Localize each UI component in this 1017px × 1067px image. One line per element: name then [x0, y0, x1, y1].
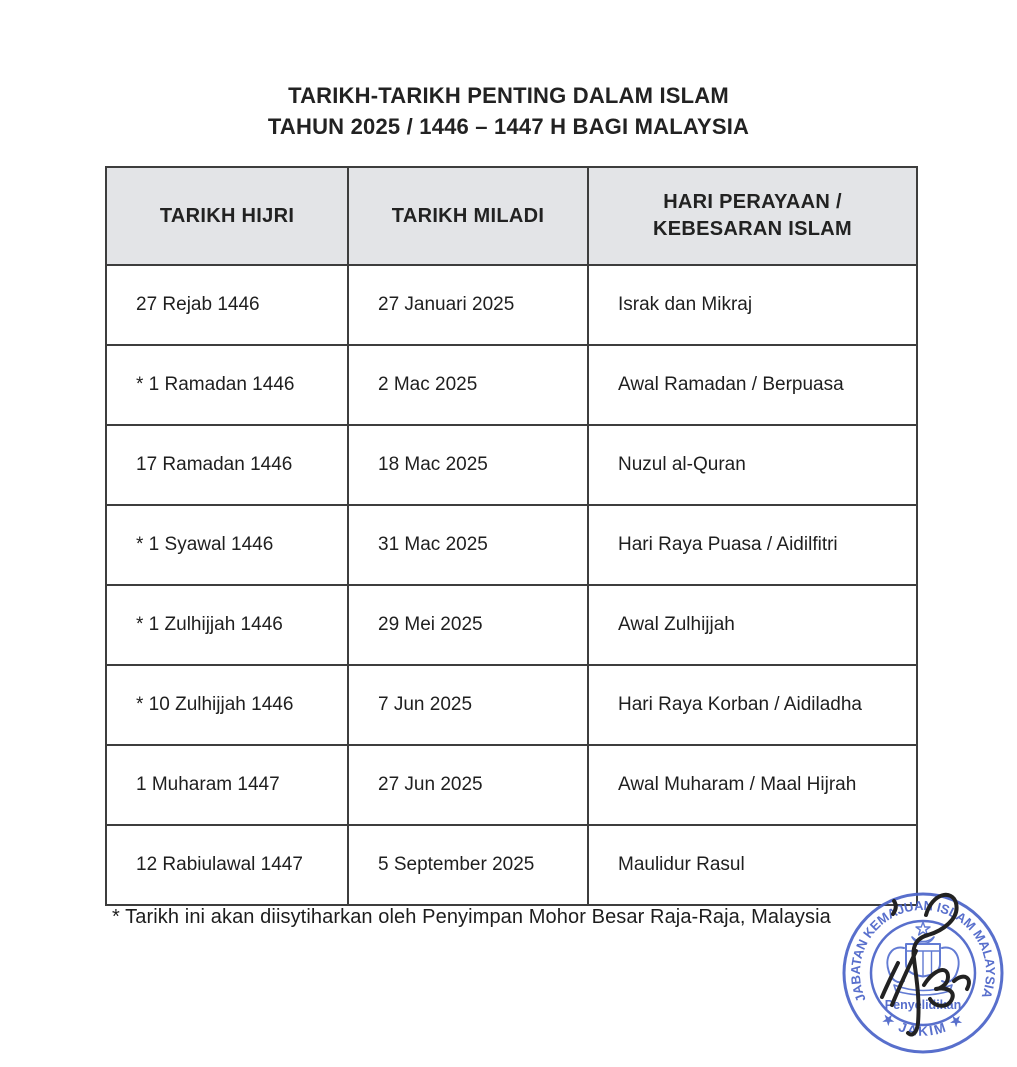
cell-hijri: 27 Rejab 1446 [106, 265, 348, 345]
cell-miladi: 5 September 2025 [348, 825, 588, 905]
islamic-dates-table [105, 166, 918, 906]
doc-title [0, 80, 1017, 142]
table-row [106, 505, 917, 585]
cell-miladi: 29 Mei 2025 [348, 585, 588, 665]
cell-event: Hari Raya Korban / Aidiladha [588, 665, 917, 745]
cell-event: Hari Raya Puasa / Aidilfitri [588, 505, 917, 585]
stamp-penyelidikan-text: Penyelidikan [884, 998, 962, 1012]
doc-title-line1: TARIKH-TARIKH PENTING DALAM ISLAM [288, 83, 729, 108]
table-row [106, 665, 917, 745]
table-row [106, 425, 917, 505]
cell-event: Awal Ramadan / Berpuasa [588, 345, 917, 425]
table-row [106, 745, 917, 825]
cell-miladi: 2 Mac 2025 [348, 345, 588, 425]
cell-event: Nuzul al-Quran [588, 425, 917, 505]
cell-event: Maulidur Rasul [588, 825, 917, 905]
cell-miladi: 27 Januari 2025 [348, 265, 588, 345]
cell-hijri: 12 Rabiulawal 1447 [106, 825, 348, 905]
table-row [106, 265, 917, 345]
cell-miladi: 31 Mac 2025 [348, 505, 588, 585]
cell-hijri: * 10 Zulhijjah 1446 [106, 665, 348, 745]
cell-event: Awal Muharam / Maal Hijrah [588, 745, 917, 825]
header-hari-perayaan: HARI PERAYAAN / KEBESARAN ISLAM [588, 167, 917, 265]
header-tarikh-hijri: TARIKH HIJRI [106, 167, 348, 265]
header-tarikh-miladi: TARIKH MILADI [348, 167, 588, 265]
signature-ink [840, 885, 1000, 1060]
cell-miladi: 18 Mac 2025 [348, 425, 588, 505]
cell-miladi: 7 Jun 2025 [348, 665, 588, 745]
doc-title-line2: TAHUN 2025 / 1446 – 1447 H BAGI MALAYSIA [267, 114, 750, 139]
table-header-row [106, 167, 917, 265]
table-row [106, 345, 917, 425]
cell-event: Awal Zulhijjah [588, 585, 917, 665]
stamp-ring-text: JABATAN KEMAJUAN ISLAM MALAYSIA [847, 897, 999, 1005]
footnote: * Tarikh ini akan diisytiharkan oleh Penyimpan Mohor Besar Raja-Raja, Malaysia [112, 906, 831, 928]
cell-hijri: * 1 Zulhijjah 1446 [106, 585, 348, 665]
table-row [106, 585, 917, 665]
table-row [106, 825, 917, 905]
cell-hijri: 17 Ramadan 1446 [106, 425, 348, 505]
cell-miladi: 27 Jun 2025 [348, 745, 588, 825]
cell-hijri: * 1 Ramadan 1446 [106, 345, 348, 425]
cell-event: Israk dan Mikraj [588, 265, 917, 345]
cell-hijri: 1 Muharam 1447 [106, 745, 348, 825]
cell-hijri: * 1 Syawal 1446 [106, 505, 348, 585]
stamp-jakim-text: ★ JAKIM ★ [879, 1010, 967, 1039]
